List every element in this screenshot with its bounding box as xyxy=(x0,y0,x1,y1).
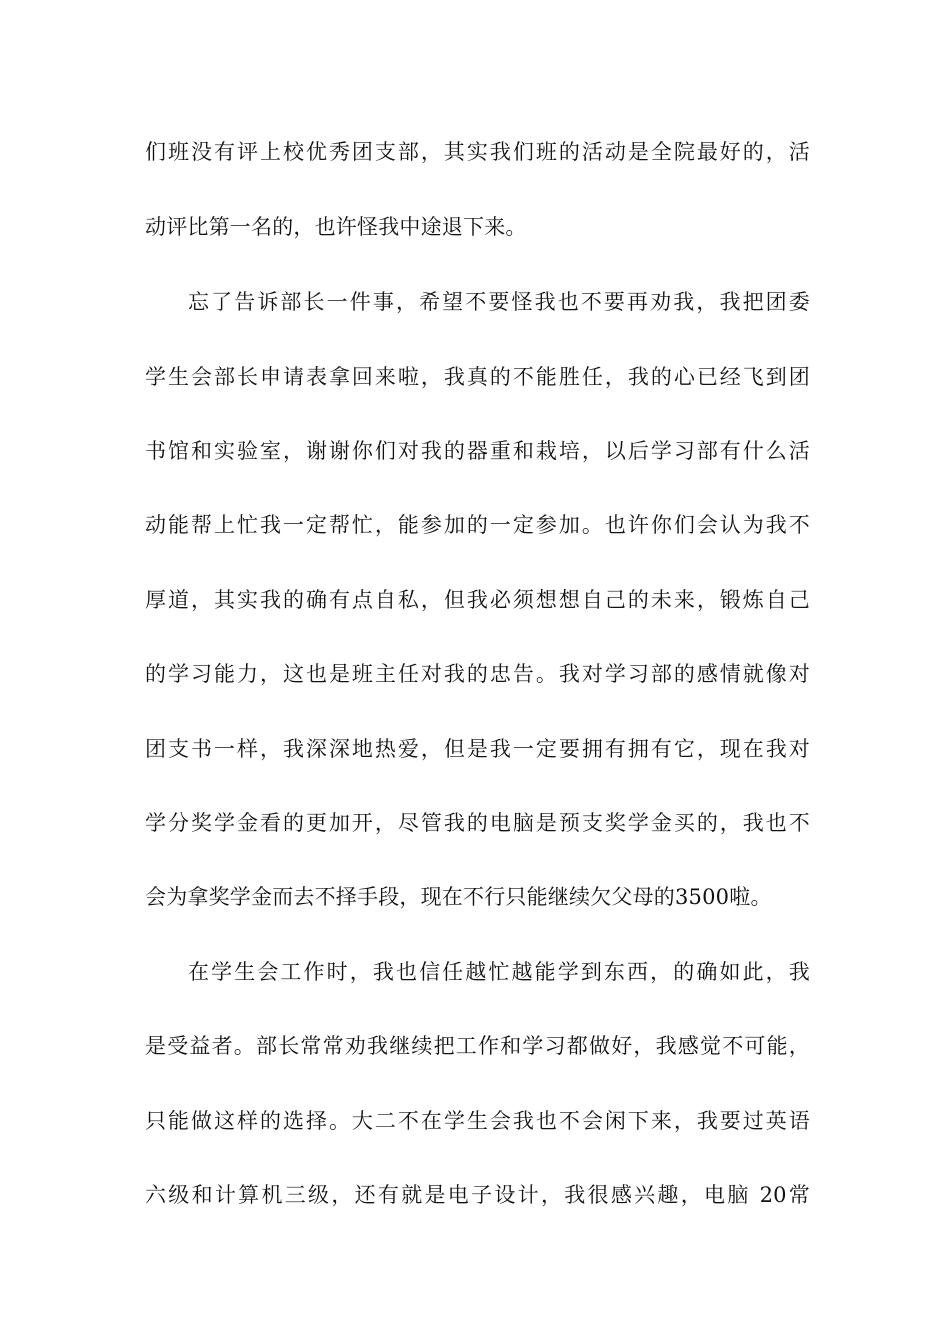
text-line: 六级和计算机三级，还有就是电子设计，我很感兴趣，电脑 20常 xyxy=(145,1183,810,1207)
text-line: 只能做这样的选择。大二不在学生会我也不会闲下来，我要过英语 xyxy=(145,1109,810,1133)
paragraph-first-line: 在学生会工作时，我也信任越忙越能学到东西，的确如此，我 xyxy=(188,960,810,984)
text-line: 们班没有评上校优秀团支部，其实我们班的活动是全院最好的，活 xyxy=(145,140,810,164)
text-line: 是受益者。部长常常劝我继续把工作和学习都做好，我感觉不可能， xyxy=(145,1034,810,1058)
text-line: 动能帮上忙我一定帮忙，能参加的一定参加。也许你们会认为我不 xyxy=(145,513,810,537)
text-line: 学生会部长申请表拿回来啦，我真的不能胜任，我的心已经飞到团 xyxy=(145,365,810,389)
text-line: 书馆和实验室，谢谢你们对我的器重和栽培，以后学习部有什么活 xyxy=(145,439,810,463)
text-line: 厚道，其实我的确有点自私，但我必须想想自己的未来，锻炼自己 xyxy=(145,588,810,612)
text-line: 会为拿奖学金而去不择手段，现在不行只能继续欠父母的3500啦。 xyxy=(145,885,772,909)
text-line: 的学习能力，这也是班主任对我的忠告。我对学习部的感情就像对 xyxy=(145,662,810,686)
paragraph-first-line: 忘了告诉部长一件事，希望不要怪我也不要再劝我，我把团委 xyxy=(188,290,810,314)
text-line: 学分奖学金看的更加开，尽管我的电脑是预支奖学金买的，我也不 xyxy=(145,811,810,835)
text-line: 动评比第一名的，也许怪我中途退下来。 xyxy=(145,215,527,239)
text-line: 团支书一样，我深深地热爱，但是我一定要拥有拥有它，现在我对 xyxy=(145,737,810,761)
